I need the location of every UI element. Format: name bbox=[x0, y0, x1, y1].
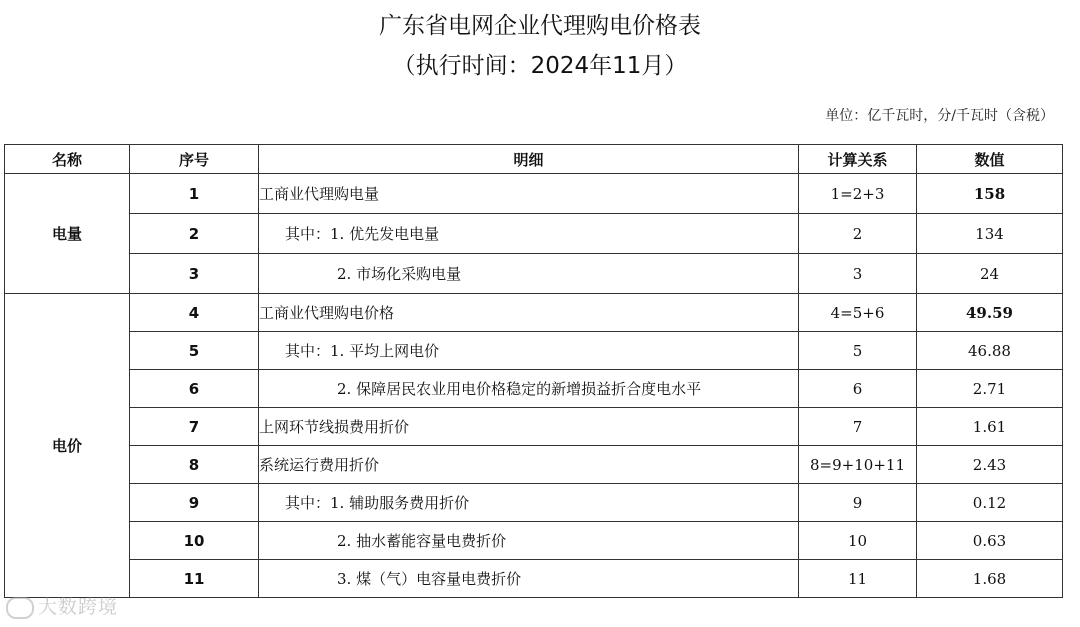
table-row bbox=[5, 446, 1063, 484]
row-calc: 8=9+10+11 bbox=[799, 446, 917, 484]
table-row bbox=[5, 174, 1063, 214]
watermark bbox=[6, 592, 118, 619]
column-header-value: 数值 bbox=[917, 145, 1063, 174]
row-calc: 6 bbox=[799, 370, 917, 408]
row-seq: 10 bbox=[130, 522, 259, 560]
row-value: 49.59 bbox=[917, 294, 1063, 332]
row-value: 1.61 bbox=[917, 408, 1063, 446]
row-detail: 工商业代理购电价格 bbox=[259, 294, 799, 332]
row-value: 158 bbox=[917, 174, 1063, 214]
row-seq: 5 bbox=[130, 332, 259, 370]
row-calc: 4=5+6 bbox=[799, 294, 917, 332]
table-row bbox=[5, 332, 1063, 370]
column-header-name: 名称 bbox=[5, 145, 130, 174]
table-header-row bbox=[5, 145, 1063, 174]
row-seq: 3 bbox=[130, 254, 259, 294]
row-detail: 其中：1. 平均上网电价 bbox=[259, 332, 799, 370]
row-detail: 3. 煤（气）电容量电费折价 bbox=[259, 560, 799, 598]
table-row bbox=[5, 484, 1063, 522]
row-value: 2.71 bbox=[917, 370, 1063, 408]
row-seq: 9 bbox=[130, 484, 259, 522]
row-detail: 2. 市场化采购电量 bbox=[259, 254, 799, 294]
row-calc: 1=2+3 bbox=[799, 174, 917, 214]
row-calc: 11 bbox=[799, 560, 917, 598]
row-value: 2.43 bbox=[917, 446, 1063, 484]
row-calc: 2 bbox=[799, 214, 917, 254]
table-row bbox=[5, 254, 1063, 294]
row-detail: 上网环节线损费用折价 bbox=[259, 408, 799, 446]
table-row bbox=[5, 408, 1063, 446]
row-value: 0.63 bbox=[917, 522, 1063, 560]
page-title: 广东省电网企业代理购电价格表 bbox=[379, 13, 701, 39]
row-value: 1.68 bbox=[917, 560, 1063, 598]
row-calc: 10 bbox=[799, 522, 917, 560]
column-header-seq: 序号 bbox=[130, 145, 259, 174]
watermark-text: 大数跨境 bbox=[38, 596, 119, 618]
column-header-detail: 明细 bbox=[259, 145, 799, 174]
row-detail: 系统运行费用折价 bbox=[259, 446, 799, 484]
row-value: 46.88 bbox=[917, 332, 1063, 370]
row-detail: 2. 抽水蓄能容量电费折价 bbox=[259, 522, 799, 560]
row-detail: 工商业代理购电量 bbox=[259, 174, 799, 214]
row-value: 134 bbox=[917, 214, 1063, 254]
row-calc: 3 bbox=[799, 254, 917, 294]
row-detail: 其中：1. 辅助服务费用折价 bbox=[259, 484, 799, 522]
table-row bbox=[5, 560, 1063, 598]
row-seq: 4 bbox=[130, 294, 259, 332]
price-table bbox=[4, 144, 1063, 598]
row-seq: 1 bbox=[130, 174, 259, 214]
group-label-price: 电价 bbox=[5, 294, 130, 598]
row-calc: 5 bbox=[799, 332, 917, 370]
table-row bbox=[5, 370, 1063, 408]
row-seq: 8 bbox=[130, 446, 259, 484]
page-subtitle: （执行时间：2024年11月） bbox=[392, 53, 688, 79]
table-row bbox=[5, 214, 1063, 254]
row-detail: 其中：1. 优先发电电量 bbox=[259, 214, 799, 254]
row-detail: 2. 保障居民农业用电价格稳定的新增损益折合度电水平 bbox=[259, 370, 799, 408]
row-calc: 9 bbox=[799, 484, 917, 522]
row-seq: 11 bbox=[130, 560, 259, 598]
group-label-energy: 电量 bbox=[5, 174, 130, 294]
table-row bbox=[5, 294, 1063, 332]
row-seq: 6 bbox=[130, 370, 259, 408]
column-header-calc: 计算关系 bbox=[799, 145, 917, 174]
table-row bbox=[5, 522, 1063, 560]
unit-note: 单位：亿千瓦时，分/千瓦时（含税） bbox=[825, 108, 1054, 124]
row-seq: 2 bbox=[130, 214, 259, 254]
watermark-logo-icon bbox=[6, 597, 34, 619]
row-value: 0.12 bbox=[917, 484, 1063, 522]
row-seq: 7 bbox=[130, 408, 259, 446]
row-calc: 7 bbox=[799, 408, 917, 446]
row-value: 24 bbox=[917, 254, 1063, 294]
